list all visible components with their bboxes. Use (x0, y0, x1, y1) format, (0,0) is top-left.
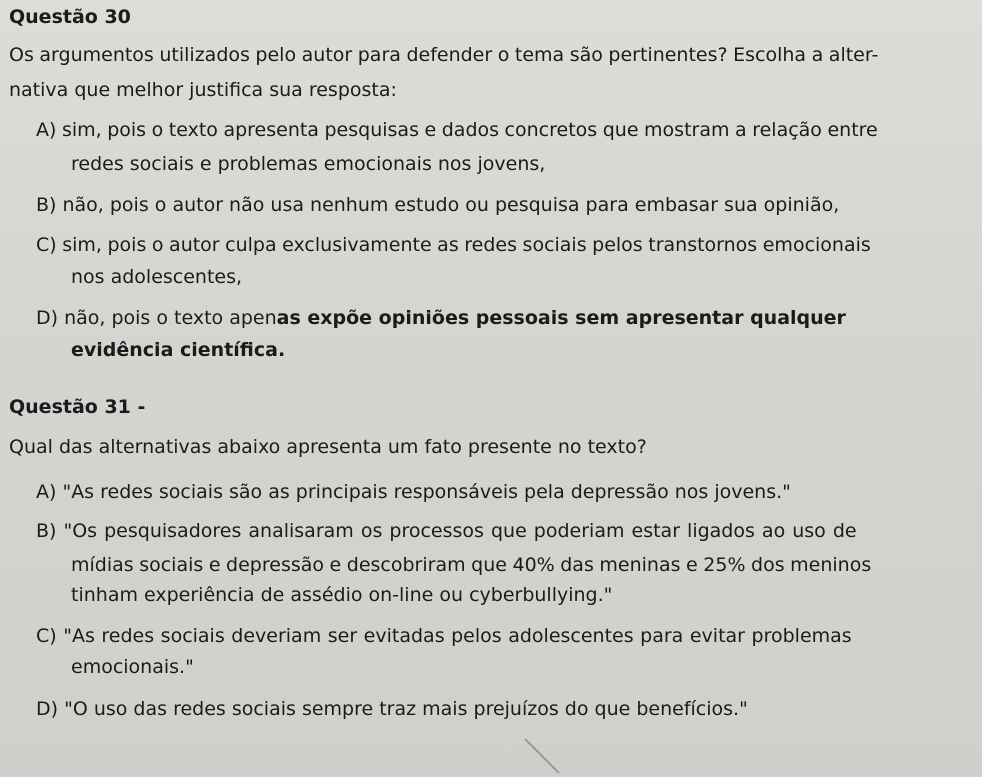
question-30-option-d-regular: D) não, pois o texto apen (36, 307, 277, 329)
question-30-prompt-line-1: Os argumentos utilizados pelo autor para defender o tema são pertinentes? Escolha a alter- (9, 44, 879, 66)
question-30-option-d-line-2: evidência científica. (71, 339, 286, 361)
question-31-prompt: Qual das alternativas abaixo apresenta um fato presente no texto? (9, 436, 647, 458)
pen-stroke-mark (524, 738, 559, 773)
question-30-prompt-line-2: nativa que melhor justifica sua resposta: (9, 79, 397, 101)
question-30-title: Questão 30 (9, 6, 131, 28)
question-31-option-c-line-1: C) "As redes sociais deveriam ser evitadas pelos adolescentes para evitar problemas (36, 625, 852, 647)
question-31-option-b-line-2: mídias sociais e depressão e descobriram que 40% das meninas e 25% dos meninos (71, 554, 872, 576)
question-30-option-a-line-2: redes sociais e problemas emocionais nos jovens, (71, 153, 546, 175)
question-31-title: Questão 31 - (9, 396, 146, 418)
question-31-option-b-line-3: tinham experiência de assédio on-line ou cyberbullying." (71, 584, 613, 606)
question-30-option-d-bold: as expõe opiniões pessoais sem apresentar qualquer (276, 307, 846, 329)
question-30-option-c-line-2: nos adolescentes, (71, 266, 243, 288)
question-31-option-a: A) "As redes sociais são as principais responsáveis pela depressão nos jovens." (36, 481, 791, 503)
question-30-option-d-line-1 (36, 307, 846, 329)
question-30-option-b: B) não, pois o autor não usa nenhum estudo ou pesquisa para embasar sua opinião, (36, 194, 840, 216)
question-30-option-c-line-1: C) sim, pois o autor culpa exclusivamente as redes sociais pelos transtornos emocionais (36, 234, 871, 256)
question-31-option-b-line-1: B) "Os pesquisadores analisaram os processos que poderiam estar ligados ao uso de (36, 520, 857, 542)
question-31-option-c-line-2: emocionais." (71, 656, 194, 678)
question-31-option-d: D) "O uso das redes sociais sempre traz mais prejuízos do que benefícios." (36, 698, 748, 720)
question-30-option-a-line-1: A) sim, pois o texto apresenta pesquisas e dados concretos que mostram a relação entre (36, 119, 878, 141)
